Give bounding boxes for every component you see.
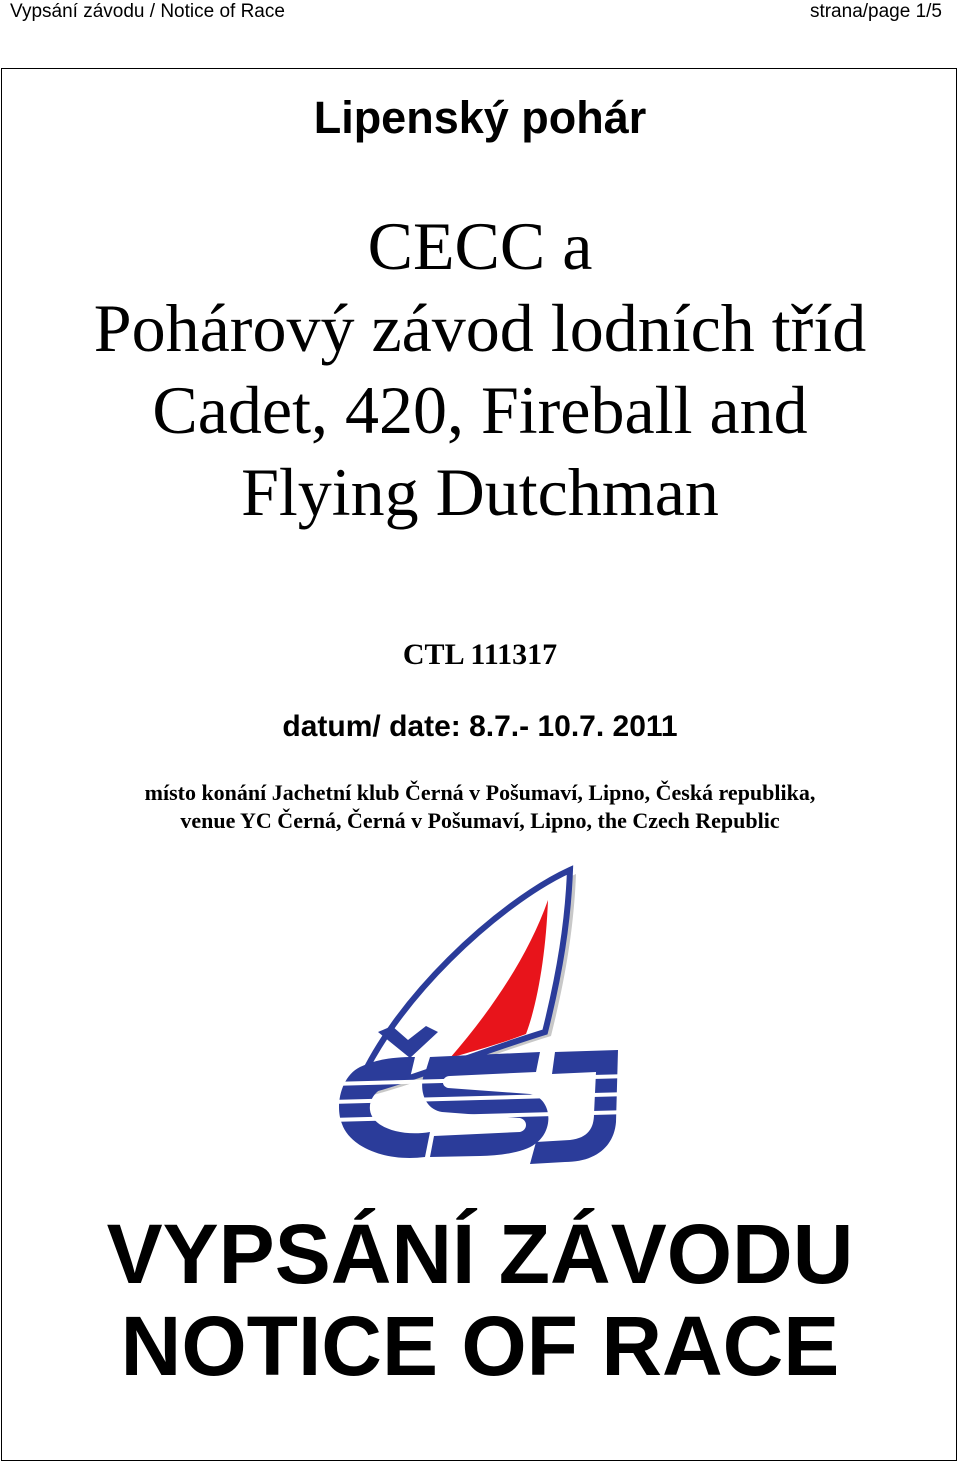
title-line-1: CECC a	[367, 208, 593, 284]
page-header	[0, 0, 960, 28]
ctl-code: CTL 111317	[402, 638, 558, 671]
footer-title-cz: VYPSÁNÍ ZÁVODU	[106, 1207, 854, 1301]
footer-title-en: NOTICE OF RACE	[120, 1299, 840, 1393]
notice-of-race-title	[0, 1208, 960, 1392]
venue	[0, 779, 960, 835]
header-doc-title: Vypsání závodu / Notice of Race	[10, 1, 285, 22]
venue-line-cz: místo konání Jachetní klub Černá v Pošumaví, Lipno, Česká republika,	[144, 780, 816, 805]
header-page-number: strana/page 1/5	[809, 1, 942, 22]
main-title	[0, 205, 960, 533]
title-line-2: Pohárový závod lodních tříd	[93, 290, 867, 366]
title-line-3: Cadet, 420, Fireball and	[152, 372, 808, 448]
venue-line-en: venue YC Černá, Černá v Pošumaví, Lipno, the Czech Republic	[180, 808, 780, 833]
event-name: Lipenský pohár	[313, 92, 647, 143]
title-line-4: Flying Dutchman	[241, 454, 719, 530]
csj-sailing-logo-icon	[330, 862, 630, 1172]
event-date: datum/ date: 8.7.- 10.7. 2011	[282, 710, 678, 743]
